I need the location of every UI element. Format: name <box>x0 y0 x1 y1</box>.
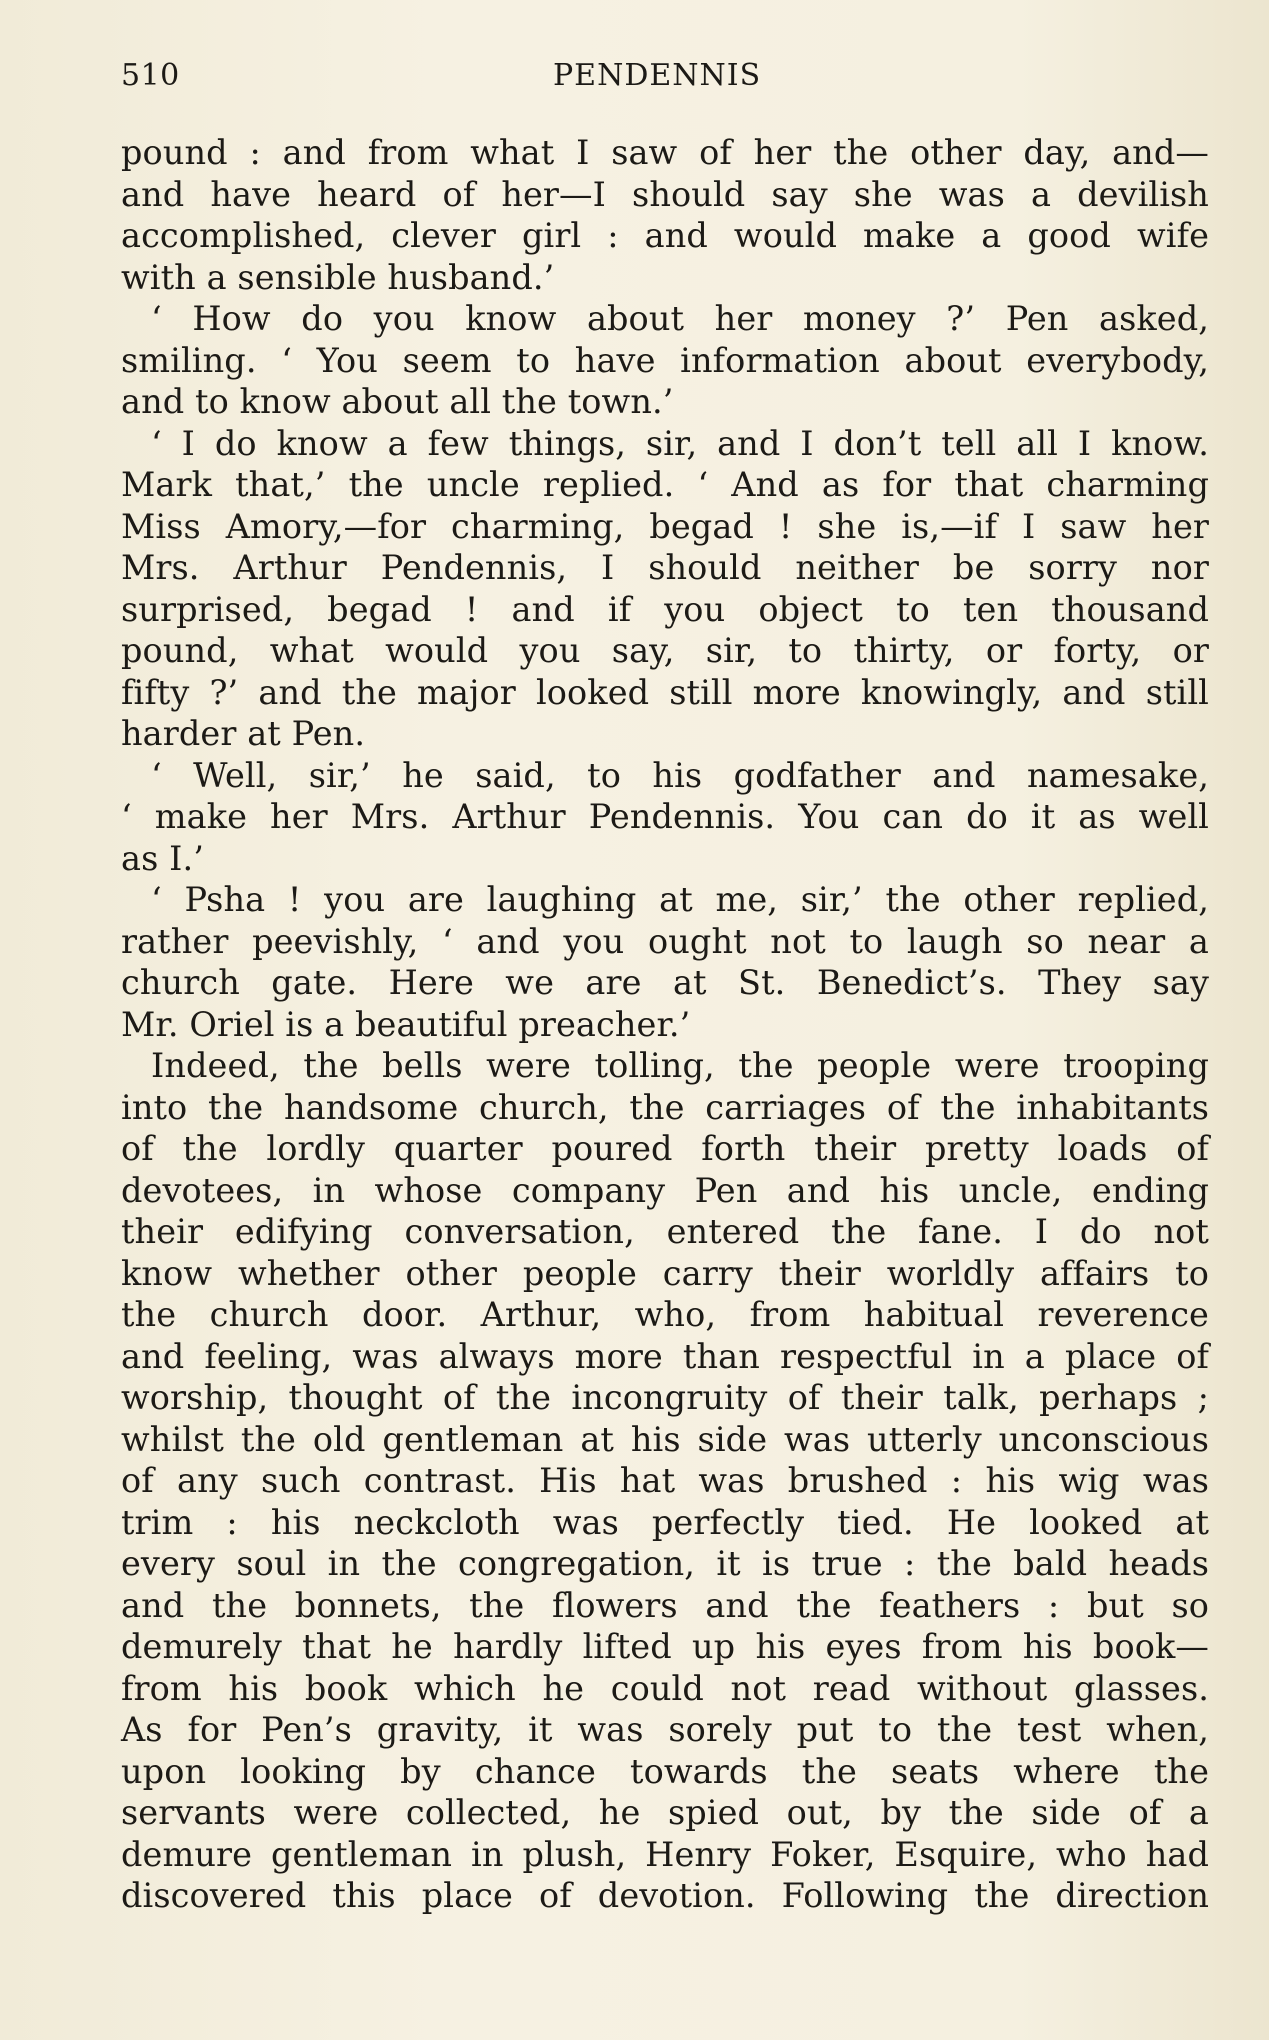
text-line: and the bonnets, the flowers and the feathers : but so <box>121 1585 1209 1625</box>
text-line: upon looking by chance towards the seats where the <box>121 1751 1209 1791</box>
text-line: the church door. Arthur, who, from habitual reverence <box>121 1295 1209 1334</box>
page-number: 510 <box>121 58 180 93</box>
text-line: as I.’ <box>121 838 204 878</box>
text-line: every soul in the congregation, it is true : the bald heads <box>121 1544 1209 1583</box>
text-line: with a sensible husband.’ <box>121 257 555 297</box>
text-line: whilst the old gentleman at his side was utterly unconscious <box>121 1419 1209 1459</box>
text-line: Indeed, the bells were tolling, the people were trooping <box>151 1046 1209 1085</box>
text-line: Mark that,’ the uncle replied. ‘ And as for that charming <box>121 465 1209 504</box>
text-line: devotees, in whose company Pen and his uncle, ending <box>121 1170 1209 1210</box>
text-line: pound, what would you say, sir, to thirty, or forty, or <box>121 631 1209 670</box>
text-line: worship, thought of the incongruity of their talk, perhaps ; <box>121 1378 1209 1417</box>
text-line: Miss Amory,—for charming, begad ! she is,—if I saw her <box>121 506 1209 546</box>
text-line: surprised, begad ! and if you object to ten thousand <box>121 589 1209 629</box>
text-line: of any such contrast. His hat was brushed : his wig was <box>121 1461 1209 1500</box>
body-text <box>121 132 1209 1917</box>
text-line: pound : and from what I saw of her the other day, and— <box>121 133 1209 172</box>
text-line: rather peevishly, ‘ and you ought not to laugh so near a <box>121 921 1209 961</box>
text-line: harder at Pen. <box>121 714 366 753</box>
text-line: servants were collected, he spied out, by the side of a <box>121 1793 1209 1832</box>
text-line: ‘ I do know a few things, sir, and I don’t tell all I know. <box>151 423 1209 463</box>
text-line: accomplished, clever girl : and would make a good wife <box>121 216 1209 255</box>
text-line: of the lordly quarter poured forth their pretty loads of <box>121 1129 1209 1168</box>
text-line: fifty ?’ and the major looked still more knowingly, and still <box>121 672 1209 712</box>
text-line: Mrs. Arthur Pendennis, I should neither be sorry nor <box>121 548 1209 587</box>
text-line: from his book which he could not read without glasses. <box>121 1668 1209 1708</box>
text-line: demurely that he hardly lifted up his eyes from his book— <box>121 1627 1209 1666</box>
text-line: into the handsome church, the carriages of the inhabitants <box>121 1087 1209 1127</box>
text-line: trim : his neckcloth was perfectly tied. He looked at <box>121 1502 1209 1542</box>
text-line: smiling. ‘ You seem to have information about everybody, <box>121 340 1209 380</box>
text-line: ‘ Psha ! you are laughing at me, sir,’ the other replied, <box>151 880 1209 919</box>
text-line: and to know about all the town.’ <box>121 382 674 421</box>
text-line: church gate. Here we are at St. Benedict’s. They say <box>121 963 1209 1002</box>
text-line: ‘ How do you know about her money ?’ Pen asked, <box>151 299 1209 338</box>
text-line: ‘ Well, sir,’ he said, to his godfather and namesake, <box>151 755 1209 795</box>
text-line: and feeling, was always more than respectful in a place of <box>121 1336 1209 1376</box>
text-line: discovered this place of devotion. Following the direction <box>121 1876 1209 1915</box>
running-title: PENDENNIS <box>553 58 762 93</box>
text-line: demure gentleman in plush, Henry Foker, Esquire, who had <box>121 1834 1209 1874</box>
text-line: their edifying conversation, entered the fane. I do not <box>121 1212 1209 1251</box>
text-line: and have heard of her—I should say she was a devilish <box>121 174 1209 214</box>
running-header <box>121 58 1211 98</box>
text-line: ‘ make her Mrs. Arthur Pendennis. You can do it as well <box>121 797 1209 836</box>
text-line: know whether other people carry their worldly affairs to <box>121 1253 1209 1293</box>
text-line: As for Pen’s gravity, it was sorely put to the test when, <box>121 1710 1209 1749</box>
text-line: Mr. Oriel is a beautiful preacher.’ <box>121 1004 691 1044</box>
